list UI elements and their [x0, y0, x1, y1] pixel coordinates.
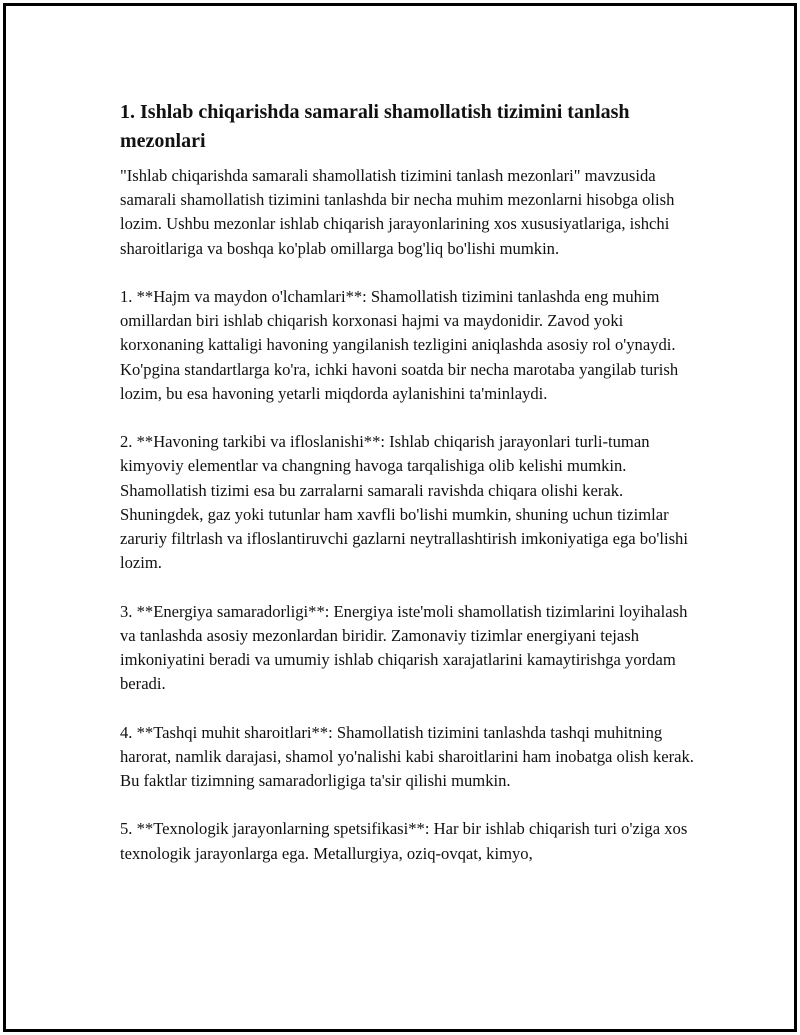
document-title: 1. Ishlab chiqarishda samarali shamollatish tizimini tanlash mezonlari: [120, 101, 630, 152]
paragraph-tashqi-muhit: 4. **Tashqi muhit sharoitlari**: Shamollatish tizimini tanlashda tashqi muhitning harorat, namlik darajasi, shamol yo'nalishi kabi sharoitlarini ham inobatga olish kerak. Bu faktlar tizimning samaradorligiga ta'sir qilishi mumkin.: [120, 722, 694, 791]
document-body: [120, 98, 700, 890]
paragraph-energiya: 3. **Energiya samaradorligi**: Energiya iste'moli shamollatish tizimlarini loyihalash va tanlashda asosiy mezonlardan biridir. Zamonaviy tizimlar energiyani tejash imkoniyatini beradi va umumiy ishlab chiqarish xarajatlarini kamaytirishga yordam beradi.: [120, 601, 688, 694]
intro-paragraph: "Ishlab chiqarishda samarali shamollatish tizimini tanlash mezonlari" mavzusida samarali shamollatish tizimini tanlashda bir necha muhim mezonlarni hisobga olish lozim. Ushbu mezonlar ishlab chiqarish jarayonlarining xos xususiyatlariga, ishchi sharoitlariga va boshqa ko'plab omillarga bog'liq bo'lishi mumkin.: [120, 166, 675, 258]
paragraph-havoning-tarkibi: 2. **Havoning tarkibi va ifloslanishi**: Ishlab chiqarish jarayonlari turli-tuman kimyoviy elementlar va changning havoga tarqalishiga olib kelishi mumkin. Shamollatish tizimi esa bu zarralarni samarali ravishda chiqara olishi kerak. Shuningdek, gaz yoki tutunlar ham xavfli bo'lishi mumkin, shuning uchun tizimlar zaruriy filtrlash va ifloslantiruvchi gazlarni neytrallashtirish imkoniyatiga ega bo'lishi lozim.: [120, 432, 688, 573]
page-frame: [3, 3, 797, 1032]
paragraph-hajm: 1. **Hajm va maydon o'lchamlari**: Shamollatish tizimini tanlashda eng muhim omillardan biri ishlab chiqarish korxonasi hajmi va maydonidir. Zavod yoki korxonaning kattaligi havoning yangilanish tezligini aniqlashda asosiy rol o'ynaydi. Ko'pgina standartlarga ko'ra, ichki havoni soatda bir necha marotaba yangilab turish lozim, bu esa havoning yetarli miqdorda aylanishini ta'minlaydi.: [120, 287, 679, 403]
paragraph-texnologik: 5. **Texnologik jarayonlarning spetsifikasi**: Har bir ishlab chiqarish turi o'ziga xos texnologik jarayonlarga ega. Metallurgiya, oziq-ovqat, kimyo,: [120, 819, 688, 863]
